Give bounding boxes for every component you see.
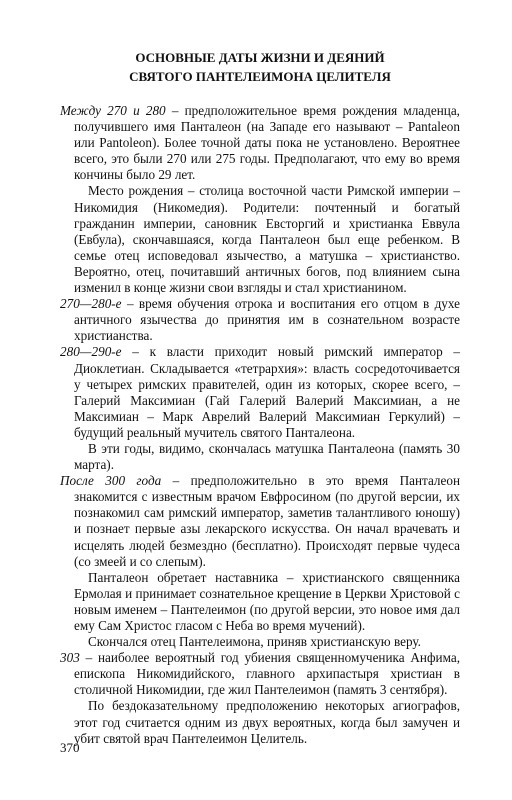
page-number: 370 xyxy=(60,740,80,755)
chronology xyxy=(60,103,460,747)
entry-paragraph: По бездоказательному предположению некоторых агиографов, этот год считается одним из двух вероятных, когда был замучен и убит святой врач Пантелеимон Целитель. xyxy=(74,698,460,746)
entry-text: – наиболее вероятный год убиения священномученика Анфима, епископа Никомидийского, главного архипастыря христиан в столичной Никомидии, где жил Пантелеимон (память 3 сентября). xyxy=(74,650,460,698)
entry-text: – время обучения отрока и воспитания его отцом в духе античного язычества до принятия им в сознательном возрасте христианства. xyxy=(74,296,460,344)
entry-paragraph: В эти годы, видимо, скончалась матушка Панталеона (память 30 марта). xyxy=(74,440,460,473)
entry-text: – предположительно в это время Панталеон знакомится с известным врачом Евфросином (по другой версии, их познакомил сам римский император, заметив талантливого юношу) и познает первые азы лекарского искусства. Он начал врачевать и исцелять людей безмездно (бесплатно). Происходят первые чудеса (со змеей и со слепым). xyxy=(74,473,460,569)
entry-text: – предположительное время рождения младенца, получившего имя Панталеон (на Западе его называют – Pantaleon или Pantoleon). Более точной даты пока не установлено. Вероятнее всего, это были 270 или 275 годы. Предполагают, что ему во время кончины было 29 лет. xyxy=(74,103,460,183)
entry-date: После 300 года xyxy=(60,473,162,489)
entry-303 xyxy=(60,650,460,698)
entry-paragraph: Панталеон обретает наставника – христианского священника Ермолая и принимает сознательное крещение в Церкви Христовой с новым именем – Пантелеимон (по другой версии, это новое имя дал ему Сам Христос гласом с Неба во время мучений). xyxy=(74,569,460,633)
entry-physician xyxy=(60,473,460,570)
entry-date: 280—290-е xyxy=(60,344,122,360)
entry-paragraph: Место рождения – столица восточной части Римской империи – Никомидия (Никомедия). Родители: почтенный и богатый гражданин империи, сановник Евсторгий и христианка Еввула (Евбула), скончавшаяся, когда Панталеон был еще ребенком. В семье отец исповедовал язычество, а матушка – христианство. Вероятно, отец, почитавший античных богов, под влиянием сына изменил в конце жизни свои взгляды и стал христианином. xyxy=(74,183,460,296)
page-title xyxy=(60,48,460,86)
title-line-2: СВЯТОГО ПАНТЕЛЕИМОНА ЦЕЛИТЕЛЯ xyxy=(129,69,391,84)
entry-date: 303 xyxy=(60,650,80,666)
entry-paragraph: Скончался отец Пантелеимона, приняв христианскую веру. xyxy=(88,634,421,650)
entry-date: 270—280-е xyxy=(60,296,122,312)
entry-diocletian xyxy=(60,344,460,441)
entry-birth xyxy=(60,103,460,183)
entry-text: – к власти приходит новый римский император – Диоклетиан. Складывается «тетрархия»: власть сосредоточивается у четырех римских правителей, один из которых, скорее всего, – Галерий Максимиан (Гай Галерий Валерий Максимиан, а не Максимиан – Марк Аврелий Валерий Максимиан Геркулий) – будущий реальный мучитель святого Панталеона. xyxy=(74,344,460,440)
title-line-1: ОСНОВНЫЕ ДАТЫ ЖИЗНИ И ДЕЯНИЙ xyxy=(135,50,385,65)
entry-education xyxy=(60,296,460,344)
entry-date: Между 270 и 280 xyxy=(60,103,166,118)
